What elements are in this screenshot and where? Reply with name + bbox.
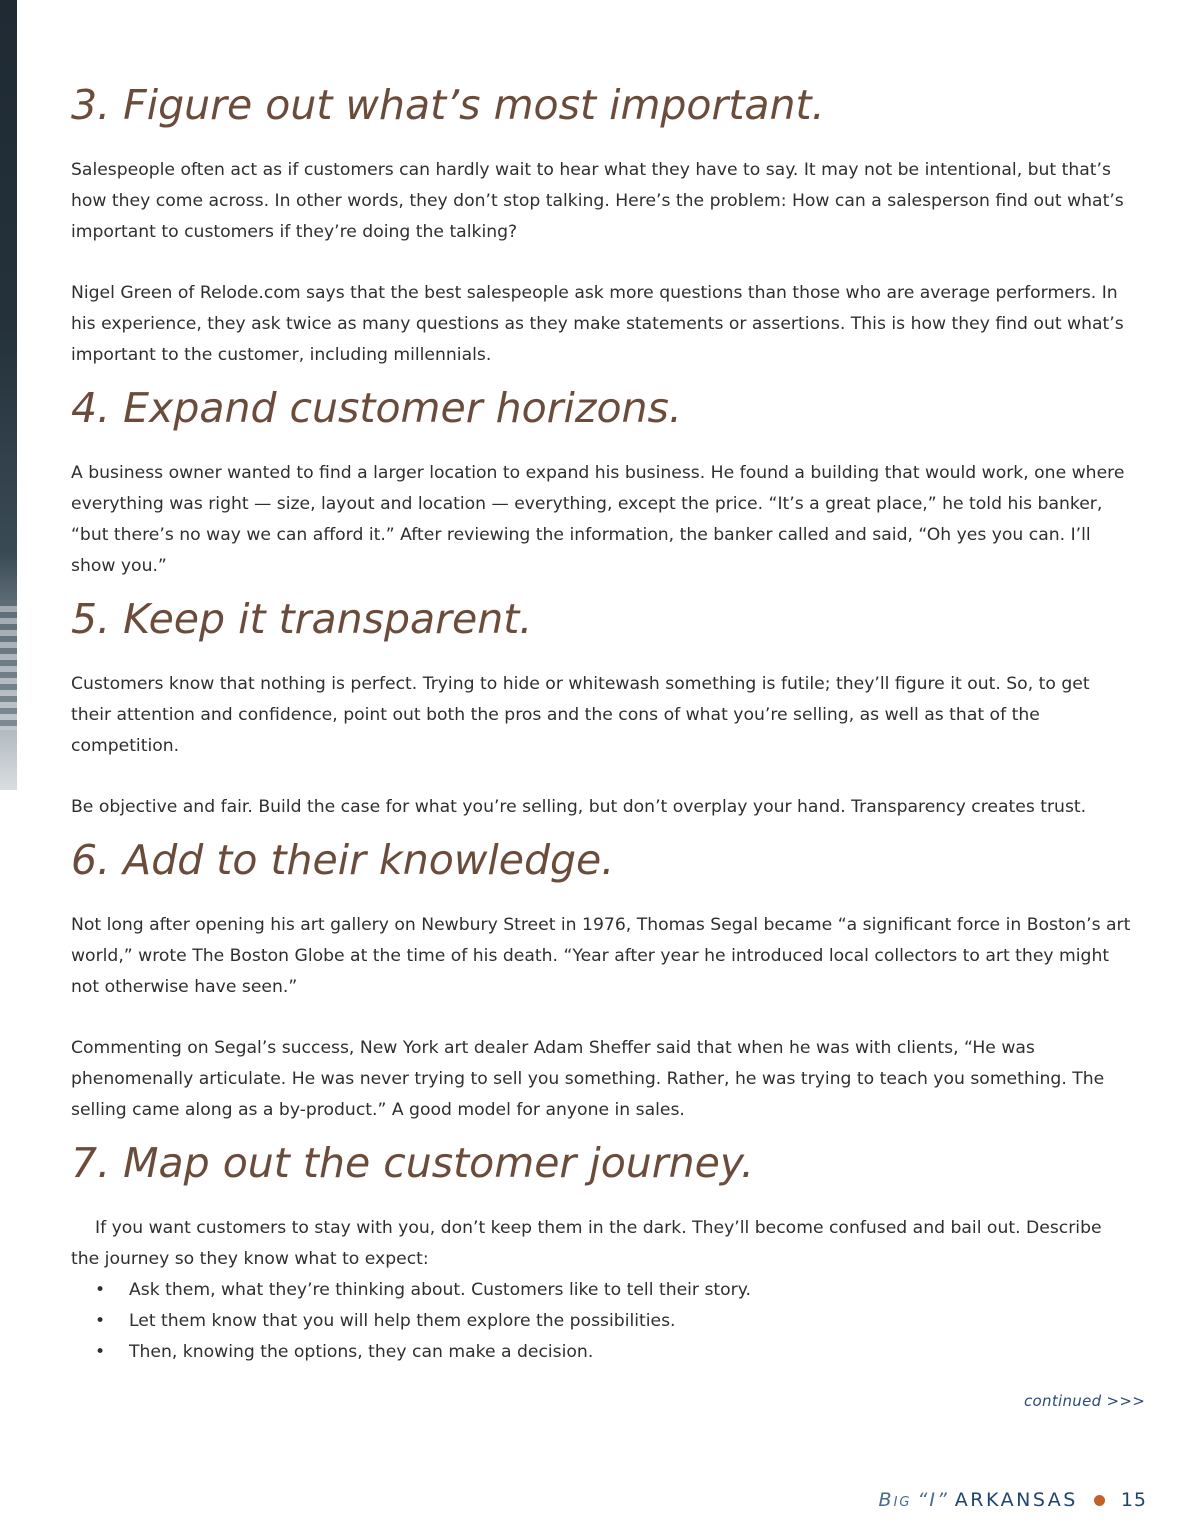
section-paragraph: Customers know that nothing is perfect. Trying to hide or whitewash something is futile; they’ll figure it out. So, to get their attention and confidence, point out both the pros and the cons of what you’re selling, as well as that of the competition. [71,674,1090,756]
section-paragraph: Salespeople often act as if customers can hardly wait to hear what they have to say. It may not be intentional, but that’s how they come across. In other words, they don’t stop talking. Here’s the problem: How can a salesperson find out what’s important to customers if they’re doing the talking? [71,160,1124,242]
section-paragraph: Be objective and fair. Build the case for what you’re selling, but don’t overplay your hand. Transparency creates trust. [71,797,1087,817]
section-paragraph: Commenting on Segal’s success, New York art dealer Adam Sheffer said that when he was with clients, “He was phenomenally articulate. He was never trying to sell you something. Rather, he was trying to teach you something. The selling came along as a by-product.” A good model for anyone in sales. [71,1038,1105,1120]
section-heading: 3. Figure out what’s most important. [71,81,825,129]
bullet-icon: • [95,1280,106,1300]
list-item-text: Let them know that you will help them explore the possibilities. [129,1311,676,1331]
section-paragraph: Nigel Green of Relode.com says that the best salespeople ask more questions than those who are average performers. In his experience, they ask twice as many questions as they make statements or assertions. This is how they find out what’s important to the customer, including millennials. [71,283,1124,365]
section-heading: 6. Add to their knowledge. [71,836,615,884]
section-paragraph: If you want customers to stay with you, don’t keep them in the dark. They’ll become confused and bail out. Describe the journey so they know what to expect: [71,1218,1102,1269]
section-heading: 5. Keep it transparent. [71,595,533,643]
bullet-icon: • [95,1311,106,1331]
continued-link[interactable]: continued >>> [1024,1392,1146,1410]
bullet-list [71,1275,1131,1368]
section-heading: 7. Map out the customer journey. [71,1139,754,1187]
article-body [71,78,1131,1368]
list-item [71,1306,1131,1337]
bullet-icon: • [95,1342,106,1362]
footer-dot-icon [1094,1495,1105,1506]
section-paragraph: A business owner wanted to find a larger location to expand his business. He found a building that would work, one where everything was right — size, layout and location — everything, except the price. “It’s a great place,” he told his banker, “but there’s no way we can afford it.” After reviewing the information, the banker called and said, “Oh yes you can. I’ll show you.” [71,463,1125,576]
page-footer [879,1485,1147,1515]
list-item-text: Then, knowing the options, they can make a decision. [129,1342,594,1362]
page-number: 15 [1120,1489,1147,1511]
section-heading: 4. Expand customer horizons. [71,384,682,432]
section-paragraph: Not long after opening his art gallery on Newbury Street in 1976, Thomas Segal became “a significant force in Boston’s art world,” wrote The Boston Globe at the time of his death. “Year after year he introduced local collectors to art they might not otherwise have seen.” [71,915,1131,997]
list-item-text: Ask them, what they’re thinking about. Customers like to tell their story. [129,1280,751,1300]
footer-brand: ARKANSAS [954,1489,1078,1511]
footer-big: Big [878,1489,912,1511]
footer-quote-i: “I” [917,1489,949,1511]
left-edge-photo-strip [0,0,17,790]
list-item [71,1275,1131,1306]
list-item [71,1337,1131,1368]
